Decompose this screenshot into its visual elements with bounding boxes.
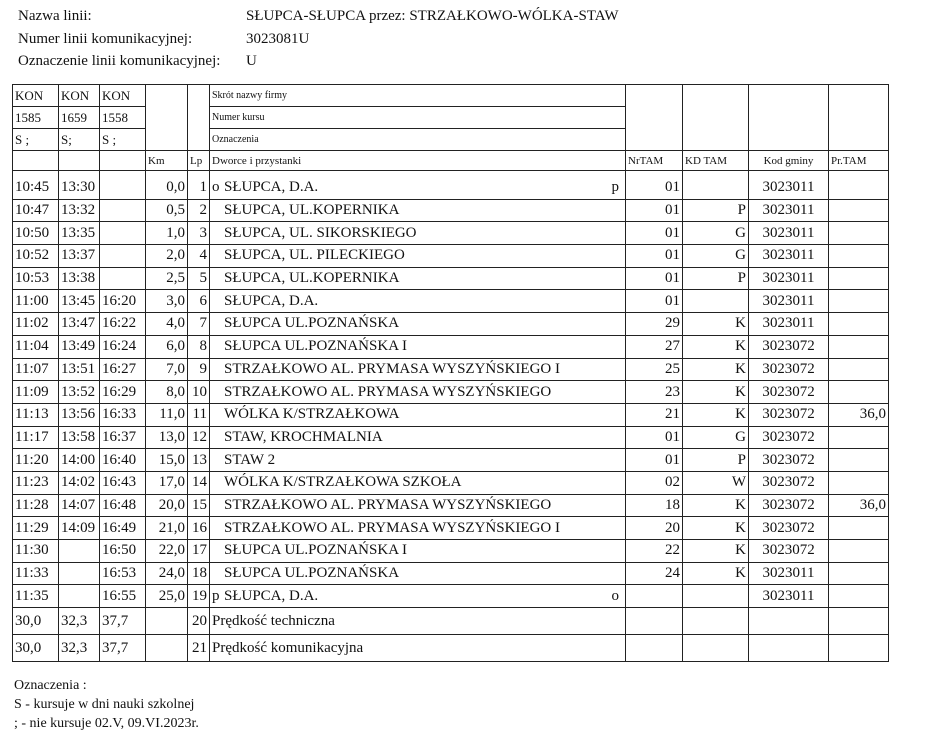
- stop-name: SŁUPCA, UL. PILECKIEGO: [224, 247, 405, 264]
- prtam-value: [829, 358, 889, 381]
- line-number-row: [18, 29, 309, 49]
- km-value: 24,0: [146, 562, 188, 585]
- course-3-time: 16:53: [100, 562, 146, 585]
- kod-gminy-value: 3023011: [749, 171, 829, 200]
- course-2-company: KON: [59, 85, 100, 107]
- table-row: [13, 267, 889, 290]
- table-row: [13, 171, 889, 200]
- km-value: 17,0: [146, 471, 188, 494]
- lp-value: 3: [188, 222, 210, 245]
- legend-title: Oznaczenia :: [14, 678, 87, 693]
- kdtam-value: K: [683, 381, 749, 404]
- stop-prefix: p: [212, 587, 220, 604]
- course-3-time: 16:20: [100, 290, 146, 313]
- nrtam-value: 01: [626, 245, 683, 268]
- stop-name: STAW 2: [224, 451, 276, 468]
- prtam-value: [829, 171, 889, 200]
- stop-cell: [210, 540, 626, 563]
- col-nrtam: NrTAM: [626, 151, 683, 171]
- lp-value: 7: [188, 313, 210, 336]
- stop-name: WÓLKA K/STRZAŁKOWA: [224, 406, 400, 423]
- table-row: [13, 381, 889, 404]
- kod-gminy-value: 3023072: [749, 471, 829, 494]
- course-1-time: 10:53: [13, 267, 59, 290]
- nrtam-value: 21: [626, 403, 683, 426]
- kod-gminy-value: 3023072: [749, 381, 829, 404]
- nrtam-value: 01: [626, 290, 683, 313]
- lp-value: 16: [188, 517, 210, 540]
- course-2-time: 13:47: [59, 313, 100, 336]
- stop-name: STRZAŁKOWO AL. PRYMASA WYSZYŃSKIEGO I: [224, 519, 560, 536]
- kdtam-value: W: [683, 471, 749, 494]
- course-1-marks: S ;: [13, 129, 59, 151]
- stop-name: SŁUPCA, UL.KOPERNIKA: [224, 202, 400, 219]
- course-2-time: 13:35: [59, 222, 100, 245]
- nrtam-value: 01: [626, 426, 683, 449]
- lp-value: 4: [188, 245, 210, 268]
- nrtam-value: 25: [626, 358, 683, 381]
- course-1-time: 11:04: [13, 335, 59, 358]
- course-3-time: 16:24: [100, 335, 146, 358]
- table-row: [13, 471, 889, 494]
- lp-value: 9: [188, 358, 210, 381]
- km-value: 8,0: [146, 381, 188, 404]
- stop-cell: [210, 585, 626, 608]
- course-3-time: 16:43: [100, 471, 146, 494]
- km-value: 4,0: [146, 313, 188, 336]
- prtam-value: [829, 199, 889, 222]
- stop-cell: [210, 494, 626, 517]
- prtam-value: [829, 335, 889, 358]
- table-row: [13, 403, 889, 426]
- stop-cell: [210, 358, 626, 381]
- prtam-value: [829, 585, 889, 608]
- speed-course-2: 32,3: [59, 635, 100, 662]
- course-2-time: 13:30: [59, 171, 100, 200]
- speed-course-1: 30,0: [13, 608, 59, 635]
- course-3-time: [100, 245, 146, 268]
- course-1-time: 11:29: [13, 517, 59, 540]
- stop-cell: [210, 199, 626, 222]
- prtam-value: [829, 290, 889, 313]
- stop-name: STRZAŁKOWO AL. PRYMASA WYSZYŃSKIEGO: [224, 496, 552, 513]
- nrtam-value: 22: [626, 540, 683, 563]
- table-row: [13, 494, 889, 517]
- km-value: 2,5: [146, 267, 188, 290]
- legend-line: S - kursuje w dni nauki szkolnej: [14, 697, 195, 712]
- course-3-time: 16:22: [100, 313, 146, 336]
- kod-gminy-value: 3023011: [749, 290, 829, 313]
- course-3-company: KON: [100, 85, 146, 107]
- kdtam-value: P: [683, 267, 749, 290]
- course-3-number: 1558: [100, 107, 146, 129]
- prtam-value: 36,0: [829, 494, 889, 517]
- kod-gminy-value: 3023011: [749, 585, 829, 608]
- kdtam-value: K: [683, 313, 749, 336]
- course-1-time: 11:02: [13, 313, 59, 336]
- stop-cell: [210, 267, 626, 290]
- course-3-time: 16:37: [100, 426, 146, 449]
- lp-value: 13: [188, 449, 210, 472]
- line-mark-row: [18, 51, 257, 71]
- line-name-value: SŁUPCA-SŁUPCA przez: STRZAŁKOWO-WÓLKA-STAW: [246, 8, 619, 24]
- course-1-time: 11:09: [13, 381, 59, 404]
- col-lp: Lp: [188, 151, 210, 171]
- speed-course-1: 30,0: [13, 635, 59, 662]
- lp-value: 10: [188, 381, 210, 404]
- prtam-value: [829, 449, 889, 472]
- kdtam-value: K: [683, 494, 749, 517]
- lp-value: 8: [188, 335, 210, 358]
- stop-cell: [210, 171, 626, 200]
- lp-value: 19: [188, 585, 210, 608]
- stop-name: STRZAŁKOWO AL. PRYMASA WYSZYŃSKIEGO: [224, 383, 552, 400]
- km-value: 11,0: [146, 403, 188, 426]
- table-row: [13, 313, 889, 336]
- km-value: 22,0: [146, 540, 188, 563]
- prtam-value: [829, 471, 889, 494]
- km-value: 1,0: [146, 222, 188, 245]
- table-row: [13, 358, 889, 381]
- km-value: 0,5: [146, 199, 188, 222]
- kdtam-value: [683, 290, 749, 313]
- stop-cell: [210, 335, 626, 358]
- footer-row: [13, 635, 889, 662]
- course-2-time: 13:32: [59, 199, 100, 222]
- kod-gminy-value: 3023072: [749, 540, 829, 563]
- lp-value: 6: [188, 290, 210, 313]
- nrtam-value: 01: [626, 449, 683, 472]
- stop-name: SŁUPCA, UL. SIKORSKIEGO: [224, 224, 417, 241]
- table-body: [13, 171, 889, 608]
- course-1-time: 11:17: [13, 426, 59, 449]
- course-1-time: 11:07: [13, 358, 59, 381]
- speed-course-3: 37,7: [100, 608, 146, 635]
- stop-prefix: o: [212, 179, 220, 196]
- course-2-marks: S;: [59, 129, 100, 151]
- course-1-time: 11:00: [13, 290, 59, 313]
- lp-value: 21: [188, 635, 210, 662]
- kod-gminy-value: 3023072: [749, 335, 829, 358]
- kod-gminy-value: 3023072: [749, 449, 829, 472]
- prtam-value: 36,0: [829, 403, 889, 426]
- kod-gminy-value: 3023072: [749, 494, 829, 517]
- table-row: [13, 449, 889, 472]
- line-name-row: [18, 6, 619, 26]
- km-value: 3,0: [146, 290, 188, 313]
- footer-label: Prędkość komunikacyjna: [210, 635, 626, 662]
- footer-label: Prędkość techniczna: [210, 608, 626, 635]
- course-1-time: 10:47: [13, 199, 59, 222]
- stop-cell: [210, 290, 626, 313]
- kdtam-value: [683, 171, 749, 200]
- lp-value: 11: [188, 403, 210, 426]
- kod-gminy-value: 3023072: [749, 426, 829, 449]
- stop-cell: [210, 222, 626, 245]
- kdtam-value: P: [683, 449, 749, 472]
- course-1-company: KON: [13, 85, 59, 107]
- km-value: 20,0: [146, 494, 188, 517]
- lp-value: 14: [188, 471, 210, 494]
- stop-name: SŁUPCA, UL.KOPERNIKA: [224, 270, 400, 287]
- stop-name: SŁUPCA UL.POZNAŃSKA: [224, 565, 400, 582]
- line-name-label: Nazwa linii:: [18, 8, 92, 24]
- lp-value: 15: [188, 494, 210, 517]
- speed-course-2: 32,3: [59, 608, 100, 635]
- table-row: [13, 517, 889, 540]
- stop-cell: [210, 313, 626, 336]
- nrtam-value: 02: [626, 471, 683, 494]
- prtam-value: [829, 381, 889, 404]
- footer-row: [13, 608, 889, 635]
- course-3-time: [100, 222, 146, 245]
- kod-gminy-value: 3023011: [749, 199, 829, 222]
- course-3-time: 16:50: [100, 540, 146, 563]
- col-stops: Dworce i przystanki: [210, 151, 626, 171]
- legend: [14, 676, 199, 733]
- line-number-label: Numer linii komunikacyjnej:: [18, 31, 193, 47]
- nrtam-value: 01: [626, 267, 683, 290]
- kod-gminy-value: 3023072: [749, 517, 829, 540]
- kod-gminy-value: 3023011: [749, 562, 829, 585]
- course-3-time: [100, 171, 146, 200]
- kdtam-value: K: [683, 517, 749, 540]
- stop-cell: [210, 426, 626, 449]
- nrtam-value: 29: [626, 313, 683, 336]
- nrtam-value: 20: [626, 517, 683, 540]
- line-mark-value: U: [246, 53, 257, 69]
- stop-cell: [210, 245, 626, 268]
- stop-name: SŁUPCA UL.POZNAŃSKA: [224, 315, 400, 332]
- course-2-time: 13:58: [59, 426, 100, 449]
- kdtam-value: K: [683, 358, 749, 381]
- col-kod-gminy: Kod gminy: [749, 151, 829, 171]
- kdtam-value: K: [683, 562, 749, 585]
- prtam-value: [829, 267, 889, 290]
- legend-line: ; - nie kursuje 02.V, 09.VI.2023r.: [14, 716, 199, 731]
- stop-name: STRZAŁKOWO AL. PRYMASA WYSZYŃSKIEGO I: [224, 360, 560, 377]
- kdtam-value: K: [683, 540, 749, 563]
- course-2-number: 1659: [59, 107, 100, 129]
- stop-name: STAW, KROCHMALNIA: [224, 428, 383, 445]
- stop-name: SŁUPCA, D.A.: [224, 292, 319, 309]
- table-row: [13, 426, 889, 449]
- course-2-time: 13:49: [59, 335, 100, 358]
- line-mark-label: Oznaczenie linii komunikacyjnej:: [18, 53, 221, 69]
- kdtam-value: P: [683, 199, 749, 222]
- table-row: [13, 562, 889, 585]
- course-2-time: 13:51: [59, 358, 100, 381]
- lp-value: 5: [188, 267, 210, 290]
- course-1-time: 11:13: [13, 403, 59, 426]
- stop-mark: o: [611, 587, 619, 604]
- prtam-value: [829, 313, 889, 336]
- table-row: [13, 585, 889, 608]
- kod-gminy-value: 3023011: [749, 222, 829, 245]
- nrtam-value: 18: [626, 494, 683, 517]
- course-2-time: 14:00: [59, 449, 100, 472]
- course-3-time: 16:49: [100, 517, 146, 540]
- stop-cell: [210, 562, 626, 585]
- km-value: 7,0: [146, 358, 188, 381]
- table-row: [13, 335, 889, 358]
- lp-value: 20: [188, 608, 210, 635]
- course-3-time: 16:55: [100, 585, 146, 608]
- course-2-time: [59, 585, 100, 608]
- stop-cell: [210, 517, 626, 540]
- course-2-time: 14:09: [59, 517, 100, 540]
- course-2-time: 13:52: [59, 381, 100, 404]
- stop-mark: p: [611, 179, 619, 196]
- line-number-value: 3023081U: [246, 31, 310, 47]
- stop-cell: [210, 449, 626, 472]
- nrtam-value: 01: [626, 199, 683, 222]
- table-row: [13, 199, 889, 222]
- stop-name: SŁUPCA, D.A.: [224, 179, 319, 196]
- kod-gminy-value: 3023011: [749, 313, 829, 336]
- course-2-time: 14:02: [59, 471, 100, 494]
- course-1-time: 10:50: [13, 222, 59, 245]
- table-row: [13, 222, 889, 245]
- nrtam-value: 01: [626, 222, 683, 245]
- kod-gminy-value: 3023011: [749, 245, 829, 268]
- lp-value: 18: [188, 562, 210, 585]
- nrtam-value: 23: [626, 381, 683, 404]
- kdtam-value: G: [683, 222, 749, 245]
- course-3-time: 16:48: [100, 494, 146, 517]
- kod-gminy-value: 3023072: [749, 403, 829, 426]
- lp-value: 17: [188, 540, 210, 563]
- stop-cell: [210, 381, 626, 404]
- kod-gminy-value: 3023072: [749, 358, 829, 381]
- kdtam-value: G: [683, 426, 749, 449]
- stop-name: WÓLKA K/STRZAŁKOWA SZKOŁA: [224, 474, 462, 491]
- label-course-number: Numer kursu: [210, 107, 626, 129]
- stop-name: SŁUPCA UL.POZNAŃSKA I: [224, 338, 407, 355]
- lp-value: 2: [188, 199, 210, 222]
- course-1-time: 10:52: [13, 245, 59, 268]
- lp-value: 1: [188, 171, 210, 200]
- course-2-time: 13:38: [59, 267, 100, 290]
- course-3-time: 16:40: [100, 449, 146, 472]
- stop-name: SŁUPCA, D.A.: [224, 587, 319, 604]
- course-1-time: 11:33: [13, 562, 59, 585]
- course-2-time: 14:07: [59, 494, 100, 517]
- label-company-short: Skrót nazwy firmy: [210, 85, 626, 107]
- course-3-time: [100, 267, 146, 290]
- course-3-time: 16:27: [100, 358, 146, 381]
- prtam-value: [829, 222, 889, 245]
- prtam-value: [829, 517, 889, 540]
- km-value: 21,0: [146, 517, 188, 540]
- kdtam-value: K: [683, 335, 749, 358]
- km-value: 25,0: [146, 585, 188, 608]
- course-2-time: 13:56: [59, 403, 100, 426]
- col-prtam: Pr.TAM: [829, 151, 889, 171]
- table-row: [13, 245, 889, 268]
- course-1-time: 11:28: [13, 494, 59, 517]
- stop-cell: [210, 471, 626, 494]
- course-1-time: 11:30: [13, 540, 59, 563]
- nrtam-value: [626, 585, 683, 608]
- nrtam-value: 27: [626, 335, 683, 358]
- course-2-time: 13:45: [59, 290, 100, 313]
- km-value: 15,0: [146, 449, 188, 472]
- table-row: [13, 290, 889, 313]
- kdtam-value: K: [683, 403, 749, 426]
- kdtam-value: G: [683, 245, 749, 268]
- course-1-time: 11:23: [13, 471, 59, 494]
- course-2-time: [59, 540, 100, 563]
- kod-gminy-value: 3023011: [749, 267, 829, 290]
- course-3-time: [100, 199, 146, 222]
- prtam-value: [829, 426, 889, 449]
- km-value: 13,0: [146, 426, 188, 449]
- course-1-number: 1585: [13, 107, 59, 129]
- course-2-time: [59, 562, 100, 585]
- col-kdtam: KD TAM: [683, 151, 749, 171]
- stop-cell: [210, 403, 626, 426]
- course-1-time: 11:35: [13, 585, 59, 608]
- prtam-value: [829, 245, 889, 268]
- km-value: 6,0: [146, 335, 188, 358]
- nrtam-value: 24: [626, 562, 683, 585]
- course-1-time: 10:45: [13, 171, 59, 200]
- course-1-time: 11:20: [13, 449, 59, 472]
- nrtam-value: 01: [626, 171, 683, 200]
- course-2-time: 13:37: [59, 245, 100, 268]
- course-3-time: 16:33: [100, 403, 146, 426]
- kdtam-value: [683, 585, 749, 608]
- prtam-value: [829, 540, 889, 563]
- table-row: [13, 540, 889, 563]
- course-3-time: 16:29: [100, 381, 146, 404]
- col-km: Km: [146, 151, 188, 171]
- label-marks: Oznaczenia: [210, 129, 626, 151]
- course-3-marks: S ;: [100, 129, 146, 151]
- km-value: 0,0: [146, 171, 188, 200]
- lp-value: 12: [188, 426, 210, 449]
- km-value: 2,0: [146, 245, 188, 268]
- prtam-value: [829, 562, 889, 585]
- table-header: [13, 85, 889, 171]
- timetable: [12, 84, 889, 662]
- speed-course-3: 37,7: [100, 635, 146, 662]
- table-footer: [13, 608, 889, 662]
- stop-name: SŁUPCA UL.POZNAŃSKA I: [224, 542, 407, 559]
